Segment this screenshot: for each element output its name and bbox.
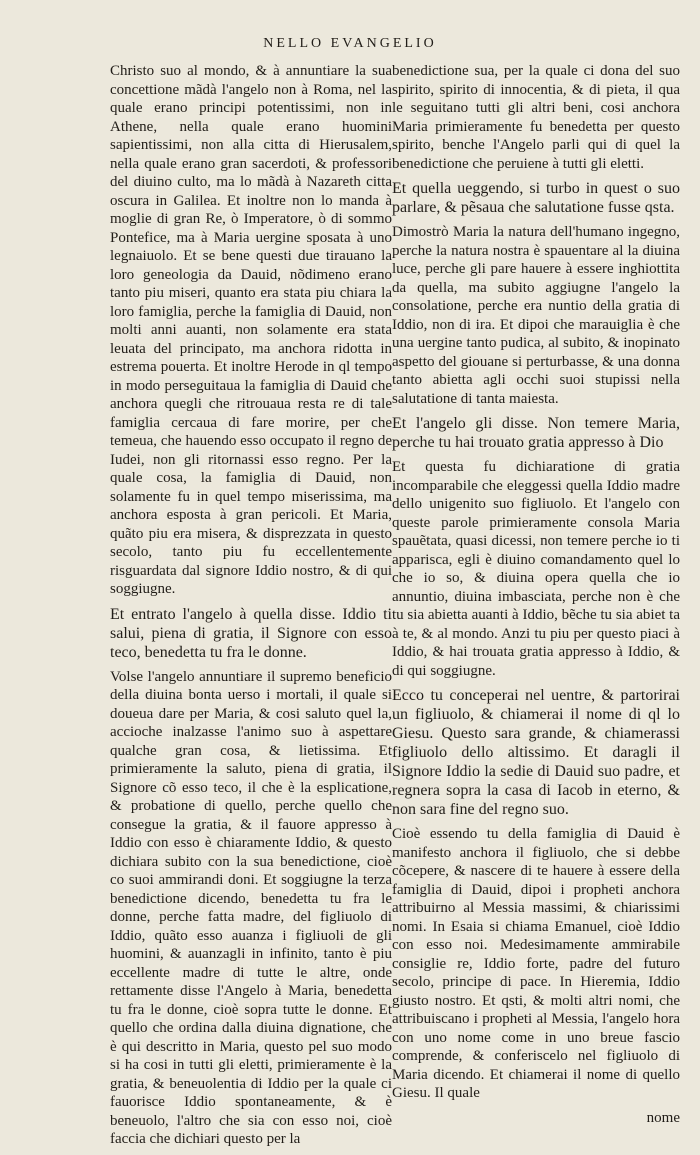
paragraph: benedictione sua, per la quale ci dona del suo spirito, spirito di innocentia, & di pieta, il qua le seguitano tutti gli altri beni, cosi anchora Maria primieramente fu benedetta per questo spirito, benche l'Angelo parli qui di quel la benedictione che peruiene à tutti gli eletti.: [392, 63, 680, 172]
left-column: [110, 62, 392, 1155]
catchword: nome: [646, 1109, 680, 1126]
running-head: NELLO EVANGELIO: [263, 36, 437, 51]
scripture-verse: Et quella ueggendo, si turbo in quest o suo parlare, & pẽsaua che salutatione fusse qsta.: [392, 180, 680, 216]
paragraph: Dimostrò Maria la natura dell'humano ingegno, perche la natura nostra è spauentare al la diuina luce, perche gli pare hauere à essere inghiottita da quella, ma subito aggiugne l'angelo la consolatione, perche era nuntio della gratia di Iddio, non di ira. Et dipoi che marauiglia è che una uergine tanto pudica, al subito, & inopinato aspetto del giouane si perturbasse, & una donna tanto abietta agli occhi suoi stupissi nella salutatione di tanta maiesta.: [392, 224, 680, 407]
scripture-verse: Et entrato l'angelo à quella disse. Iddio ti salui, piena di gratia, il Signore con esso teco, benedetta tu fra le donne.: [110, 605, 392, 661]
paragraph: Et questa fu dichiaratione di gratia incomparabile che eleggessi quella Iddio madre dello unigenito suo figliuolo. Et l'angelo con queste parole primieramente consola Maria spauẽtata, quasi dicessi, non temere perche io ti apparisca, egli è diuino comandamento quel lo che io so, & diuina opera quella che io annuntio, diuina imbasciata, perche non è che tu sia abietta auanti à Iddio, bẽche tu sia abiet ta à te, & al mondo. Anzi tu piu per questo piaci à Iddio, & hai trouata gratia appresso à Iddio, & di qui soggiugne.: [392, 459, 680, 679]
paragraph: Christo suo al mondo, & à annuntiare la sua concettione mãdà l'angelo non à Roma, nel la quale erano principi potentissimi, non in Athene, nella quale erano huomini sapientissimi, non alla citta di Hierusalem, nella quale erano gran sacerdoti, & professori del diuino culto, ma lo mãdà à Nazareth citta oscura in Galilea. Et inoltre non lo manda à moglie di gran Re, ò Imperatore, ò di sommo Pontefice, ma à Maria uergine sposata à uno legnaiuolo. Et se bene questi due tirauano la loro geneologia da Dauid, nõdimeno erano tanto piu miseri, quanto era stata piu chiara la loro famiglia, perche la famiglia di Dauid, non molti anni auanti, non solamente era stata leuata del principato, ma anchora ridotta in estrema pouerta. Et inoltre Herode in ql tempo in modo perseguitaua la famiglia di Dauid che anchora quegli che ritrouaua resta re di tale famiglia cercaua di fare morire, per che temeua, che hauendo esso occupato il regno de Iudei, non gli ritornassi esso regno. Per la quale cosa, la famiglia di Dauid, non solamente fu in quel tempo miserissima, ma anchora esposta à gran pericoli. Et Maria, quãto piu era misera, & disprezzata in questo secolo, tanto piu fu eccellentemente risguardata dal signore Iddio nostro, & di qui soggiugne.: [110, 63, 392, 597]
scripture-verse: Ecco tu conceperai nel uentre, & partorirai un figliuolo, & chiamerai il nome di ql lo Giesu. Questo sara grande, & chiamerassi figliuolo dello altissimo. Et daragli il Signore Iddio la sedie di Dauid suo padre, et regnera sopra la casa di Iacob in eterno, & non sara fine del regno suo.: [392, 687, 680, 818]
paragraph: Volse l'angelo annuntiare il supremo beneficio della diuina bonta uerso i mortali, il quale si doueua dare per Maria, & cosi saluto quel la, accioche inalzasse l'animo suo à aspettare qualche gran cosa, & lietissima. Et primieramente la saluto, piena di gratia, il Signore cõ esso teco, il che è la esplicatione, & probatione di quello, perche quello che consegue la gratia, & il fauore appresso à Iddio con esso è chiaramente Iddio, & questo dichiara subito con la sua benedictione, cioè co suoi ammirandi doni. Et soggiugne la terza benedictione dicendo, benedetta tu fra le donne, perche fatta madre, del figliuolo di Iddio, quãto esso auanza i figliuoli de gli huomini, & auanzagli in infinito, tanto è piu eccellente madre di tutte le altre, onde rettamente disse l'Angelo à Maria, benedetta tu fra le donne, cioè sopra tutte le donne. Et quello che ordina dalla diuina dignatione, che è qui descritto in Maria, questo pel suo modo si ha cosi in tutti gli eletti, primieramente è la gratia, & beneuolentia di Iddio per la quale ci fauorisce Iddio spontaneamente, & è beneuolo, l'altro che sia con esso noi, cioè faccia che dichiari questo per la: [110, 668, 392, 1147]
right-column: [392, 62, 680, 1127]
paragraph: Cioè essendo tu della famiglia di Dauid è manifesto anchora il figliuolo, che si debbe cõcepere, & nascere di te hauere à essere della famiglia di Dauid, dipoi i propheti anchora attribuirno al Messia massimi, & chiarissimi nomi. In Esaia si chiama Emanuel, cioè Iddio con esso noi. Medesimamente ammirabile consiglie re, Iddio forte, padre del futuro secolo, principe di pace. In Hieremia, Iddio giusto nostro. Et qsti, & molti altri nomi, che attribuiscano i propheti al Messia, l'angelo hora con uno nome come in uno breue fascio comprende, & conferiscelo nel figliuolo di Maria dicendo. Et chiamerai il nome di quello Giesu. Il quale: [392, 826, 680, 1101]
scripture-verse: Et l'angelo gli disse. Non temere Maria, perche tu hai trouato gratia appresso à Dio: [392, 415, 680, 451]
